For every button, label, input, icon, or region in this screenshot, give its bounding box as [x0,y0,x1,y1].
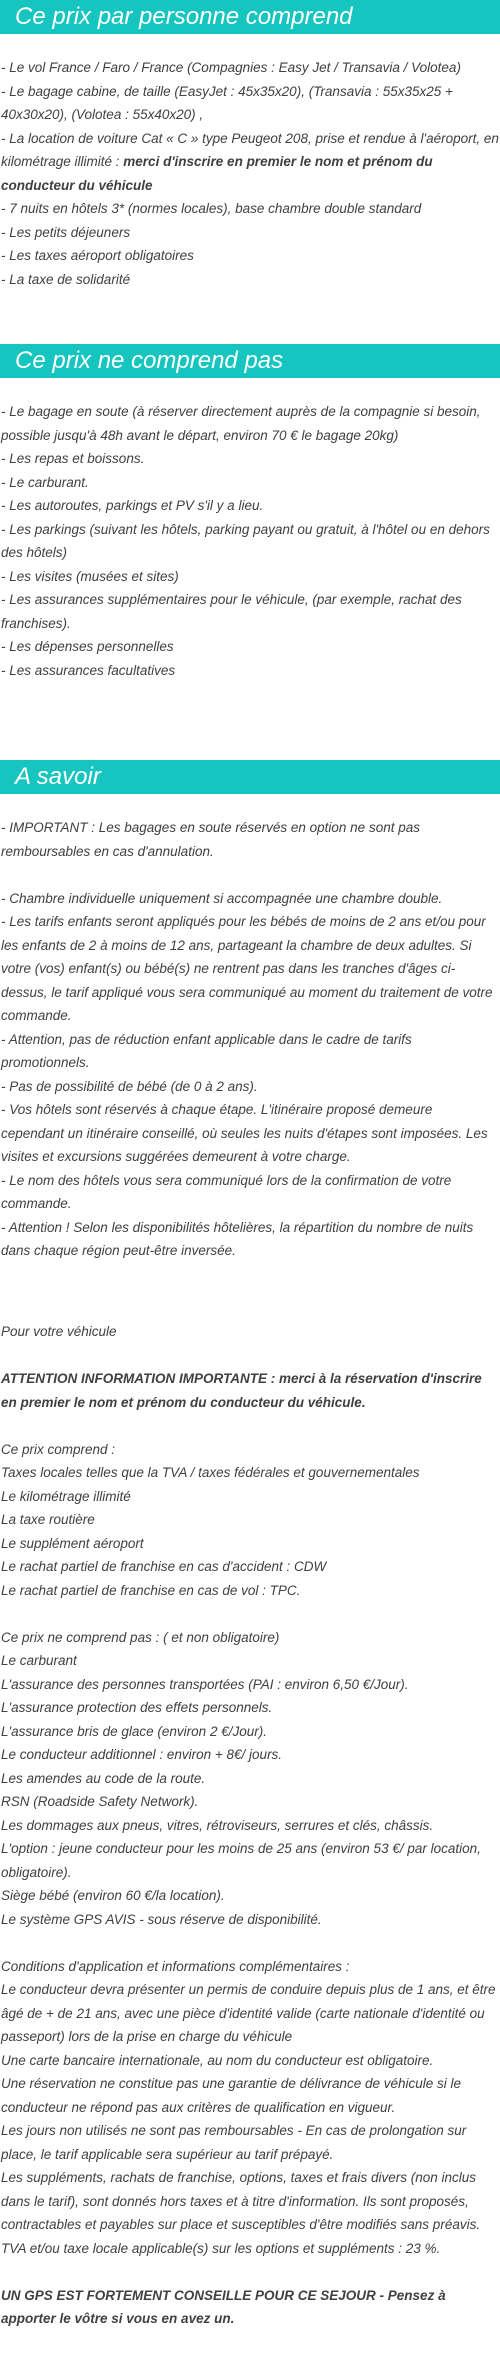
section-vehicle [0,1320,500,2331]
vehicle-excludes-item: L'option : jeune conducteur pour les moins de 25 ans (environ 53 €/ par location, obligatoire). [1,1841,481,1880]
included-item: - Le vol France / Faro / France (Compagnies : Easy Jet / Transavia / Volotea) [1,60,461,75]
included-item: - 7 nuits en hôtels 3* (normes locales), base chambre double standard [1,201,422,216]
section-title-not-included: Ce prix ne comprend pas [0,344,500,378]
included-item: - Les taxes aéroport obligatoires [1,248,194,263]
vehicle-excludes-item: Le système GPS AVIS - sous réserve de disponibilité. [1,1911,322,1927]
good-to-know-list [0,816,499,1263]
vehicle-excludes-item: L'assurance protection des effets personnels. [1,1700,273,1715]
vehicle-excludes-item: Siège bébé (environ 60 €/la location). [1,1888,225,1903]
vehicle-conditions-title: Conditions d'application et informations complémentaires : [1,1958,350,1974]
spacer [1,863,499,887]
vehicle-excludes-item: Les amendes au code de la route. [1,1770,206,1786]
good-to-know-item: - Les tarifs enfants seront appliqués pour les bébés de moins de 2 ans et/ou pour les enfants de 2 à moins de 12 ans, partageant la chambre de deux adultes. Si votre (vos) enfant(s) ou bébé(s) ne rentrent pas dans les tranches d'âges ci-dessus, le tarif appliqué vous sera communiqué au moment du traitement de votre commande. [1,914,493,1023]
vehicle-content [0,1320,499,2331]
vehicle-conditions-item: Les suppléments, rachats de franchise, options, taxes et frais divers (non inclus dans le tarif), sont donnés hors taxes et à titre d'information. Ils sont proposés, contractables et payables sur place et susceptibles d'être modifiés sans préavis. TVA et/ou taxe locale applicable(s) sur les options et suppléments : 23 %. [1,2170,481,2256]
vehicle-excludes [1,1626,499,1932]
not-included-item: - Les visites (musées et sites) [1,568,179,584]
good-to-know-item: - Attention ! Selon les disponibilités hôtelières, la répartition du nombre de nuits dans chaque région peut-être inversée. [1,1219,474,1258]
not-included-item: - Les assurances facultatives [1,662,176,678]
vehicle-heading: Pour votre véhicule [1,1324,117,1339]
section-not-included [0,344,500,682]
vehicle-conditions-item: Une réservation ne constitue pas une garantie de délivrance de véhicule si le conducteur ne répond pas aux critères de qualification en vigueur. [1,2076,462,2115]
not-included-item: - Les parkings (suivant les hôtels, parking payant ou gratuit, à l'hôtel ou en dehors des hôtels) [1,521,490,560]
section-title-good-to-know: A savoir [0,760,500,794]
vehicle-includes-item: Le kilométrage illimité [1,1488,131,1504]
section-title-included: Ce prix par personne comprend [0,0,500,34]
vehicle-conditions-item: Une carte bancaire internationale, au nom du conducteur est obligatoire. [1,2052,434,2068]
good-to-know-item: - Chambre individuelle uniquement si accompagnée une chambre double. [1,890,443,906]
vehicle-includes-item: Le supplément aéroport [1,1535,144,1551]
included-item: - Le bagage cabine, de taille (EasyJet : 45x35x20), (Transavia : 55x35x25 + 40x30x20), (Volotea : 55x40x20) , [1,83,453,122]
vehicle-conditions [1,1955,499,2261]
included-list [0,56,499,291]
vehicle-excludes-item: RSN (Roadside Safety Network). [1,1794,199,1809]
important-note: - IMPORTANT : Les bagages en soute réservés en option ne sont pas remboursables en cas d'annulation. [1,820,420,859]
section-included [0,0,500,291]
vehicle-includes-item: Le rachat partiel de franchise en cas de vol : TPC. [1,1582,301,1598]
vehicle-includes-item: Taxes locales telles que la TVA / taxes fédérales et gouvernementales [1,1465,420,1480]
vehicle-excludes-title: Ce prix ne comprend pas : ( et non obligatoire) [1,1629,280,1645]
not-included-list [0,400,499,682]
included-car-text: - La location de voiture Cat « C » type Peugeot 208, prise et rendue à l'aéroport, en kilométrage illimité : [1,130,499,169]
vehicle-excludes-item: L'assurance bris de glace (environ 2 €/Jour). [1,1723,267,1739]
good-to-know-item: - Attention, pas de réduction enfant applicable dans le cadre de tarifs promotionnels. [1,1031,412,1070]
vehicle-includes-item: La taxe routière [1,1512,95,1527]
gps-note: UN GPS EST FORTEMENT CONSEILLE POUR CE SEJOUR - Pensez à apporter le vôtre si vous en avez un. [1,2287,446,2326]
not-included-item: - Le bagage en soute (à réserver directement auprès de la compagnie si besoin, possible jusqu'à 48h avant le départ, environ 70 € le bagage 20kg) [1,404,481,443]
good-to-know-item: - Le nom des hôtels vous sera communiqué lors de la confirmation de votre commande. [1,1172,452,1211]
not-included-item: - Les repas et boissons. [1,451,145,466]
section-good-to-know [0,760,500,1263]
not-included-item: - Les autoroutes, parkings et PV s'il y a lieu. [1,498,264,513]
vehicle-conditions-item: Les jours non utilisés ne sont pas remboursables - En cas de prolongation sur place, le tarif applicable sera supérieur au tarif prépayé. [1,2123,467,2162]
vehicle-includes-item: Le rachat partiel de franchise en cas d'accident : CDW [1,1559,327,1574]
vehicle-includes [1,1438,499,1603]
not-included-item: - Le carburant. [1,474,89,490]
not-included-item: - Les dépenses personnelles [1,639,174,654]
good-to-know-item: - Pas de possibilité de bébé (de 0 à 2 ans). [1,1078,258,1094]
vehicle-includes-title: Ce prix comprend : [1,1441,116,1457]
not-included-item: - Les assurances supplémentaires pour le véhicule, (par exemple, rachat des franchises). [1,592,462,631]
included-item: - La taxe de solidarité [1,271,131,287]
included-item: - Les petits déjeuners [1,224,131,240]
vehicle-excludes-item: Les dommages aux pneus, vitres, rétroviseurs, serrures et clés, châssis. [1,1817,434,1833]
included-item-car [1,127,499,198]
vehicle-excludes-item: Le carburant [1,1653,77,1668]
vehicle-excludes-item: L'assurance des personnes transportées (PAI : environ 6,50 €/Jour). [1,1676,409,1692]
good-to-know-item: - Vos hôtels sont réservés à chaque étape. L'itinéraire proposé demeure cependant un itinéraire conseillé, où seules les nuits d'étapes sont imposées. Les visites et excursions suggérées demeurent à votre charge. [1,1102,488,1164]
vehicle-excludes-item: Le conducteur additionnel : environ + 8€/ jours. [1,1747,283,1762]
included-car-note: merci d'inscrire en premier le nom et prénom du conducteur du véhicule [1,154,433,193]
vehicle-conditions-item: Le conducteur devra présenter un permis de conduire depuis plus de 1 ans, et être âgé de + de 21 ans, avec une pièce d'identité valide (carte nationale d'identité ou passeport) lors de la prise en charge du véhicule [1,1982,496,2044]
vehicle-attention: ATTENTION INFORMATION IMPORTANTE : merci à la réservation d'inscrire en premier le nom et prénom du conducteur du véhicule. [1,1371,482,1410]
